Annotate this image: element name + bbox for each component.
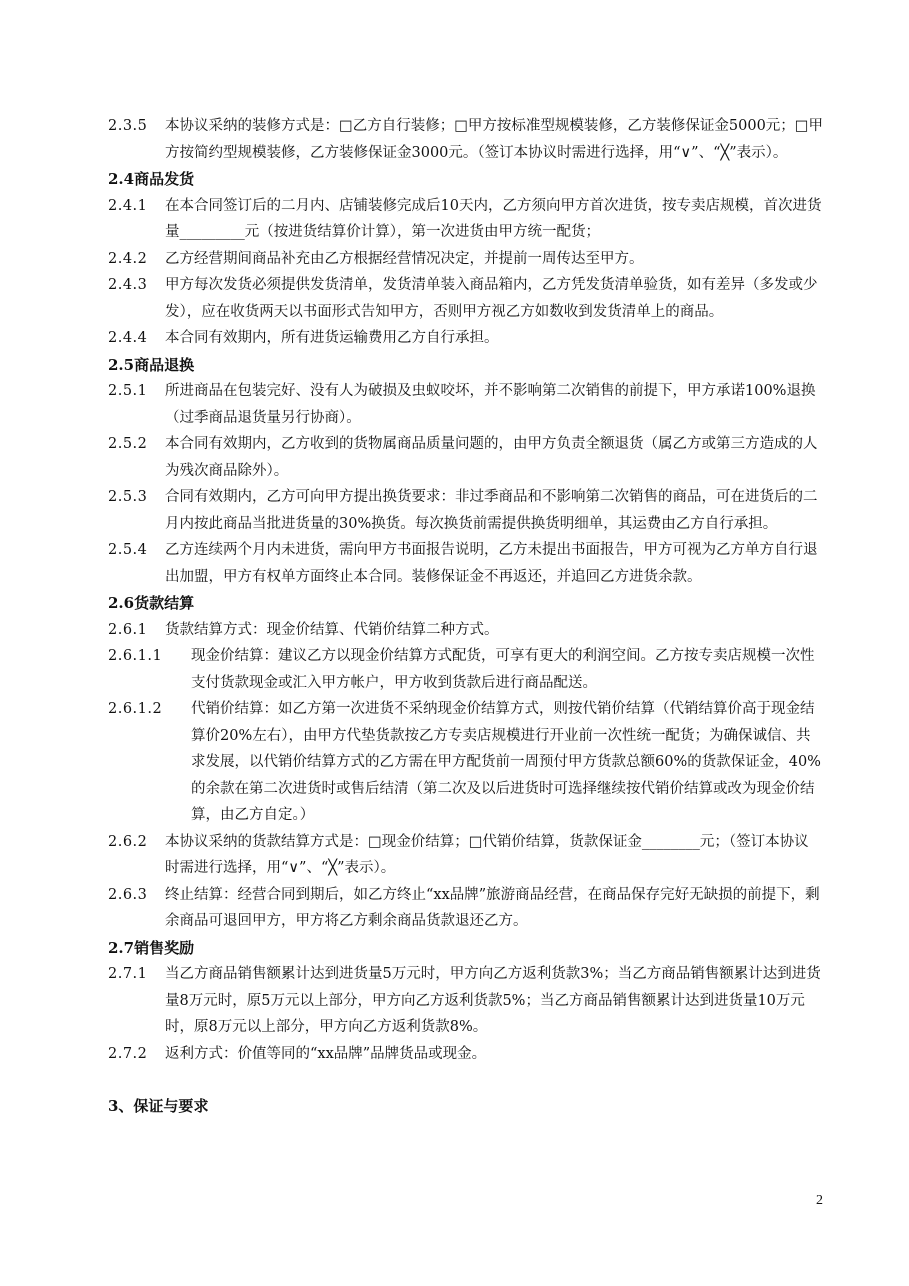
clause-number: 2.7.2 <box>108 1045 148 1062</box>
clause-2-5-2 <box>108 431 823 484</box>
clause-2-7-2 <box>108 1041 823 1068</box>
clause-text: 乙方经营期间商品补充由乙方根据经营情况决定，并提前一周传达至甲方。 <box>165 250 644 267</box>
clause-number: 2.4.4 <box>108 330 148 346</box>
blank-line <box>108 1067 823 1093</box>
clause-text: 返利方式：价值等同的“xx品牌”品牌货品或现金。 <box>165 1045 487 1062</box>
clause-2-4-4 <box>108 325 823 352</box>
clause-number: 2.6.1.2 <box>108 701 163 717</box>
clause-text: 现金价结算：建议乙方以现金价结算方式配货，可享有更大的利润空间。乙方按专卖店规模一次性支付货款现金或汇入甲方帐户，甲方收到货款后进行商品配送。 <box>191 648 815 691</box>
clause-number: 2.6.3 <box>108 886 148 903</box>
clause-2-6-1-2 <box>108 696 823 829</box>
clause-text: 当乙方商品销售额累计达到进货量5万元时，甲方向乙方返利货款3%；当乙方商品销售额累计达到进货量8万元时，原5万元以上部分，甲方向乙方返利货款5%；当乙方商品销售额累计达到进货量10万元时，原8万元以上部分，甲方向乙方返利货款8%。 <box>165 966 821 1035</box>
clause-2-7-1 <box>108 961 823 1041</box>
clause-2-6-3 <box>108 882 823 935</box>
clause-2-6-1 <box>108 617 823 644</box>
clause-number: 2.5.1 <box>108 383 148 399</box>
clause-number: 2.5.2 <box>108 436 148 452</box>
clause-number: 2.3.5 <box>108 118 148 134</box>
clause-text: 本合同有效期内，所有进货运输费用乙方自行承担。 <box>165 330 499 346</box>
clause-text: 终止结算：经营合同到期后，如乙方终止“xx品牌”旅游商品经营，在商品保存完好无缺损的前提下，剩余商品可退回甲方，甲方将乙方剩余商品货款退还乙方。 <box>165 886 820 929</box>
section-heading-2-4: 2.4商品发货 <box>108 170 195 188</box>
section-heading-2-7: 2.7销售奖励 <box>108 938 195 957</box>
clause-text: 甲方每次发货必须提供发货清单，发货清单装入商品箱内，乙方凭发货清单验货，如有差异（多发或少发），应在收货两天以书面形式告知甲方，否则甲方视乙方如数收到发货清单上的商品。 <box>165 277 818 320</box>
clause-text: 合同有效期内，乙方可向甲方提出换货要求：非过季商品和不影响第二次销售的商品，可在进货后的二月内按此商品当批进货量的30%换货。每次换货前需提供换货明细单，其运费由乙方自行承担。 <box>165 489 818 532</box>
clause-number: 2.6.1 <box>108 621 148 638</box>
clause-2-4-1 <box>108 193 823 246</box>
clause-number: 2.7.1 <box>108 966 148 982</box>
clause-text: 本协议采纳的货款结算方式是：□现金价结算；□代销价结算，货款保证金________元；（签订本协议时需进行选择，用“∨”、“╳”表示）。 <box>165 833 809 876</box>
clause-2-5-1 <box>108 378 823 431</box>
clause-2-5-3 <box>108 484 823 537</box>
section-heading-2-6: 2.6货款结算 <box>108 594 195 612</box>
clause-number: 2.4.2 <box>108 250 148 267</box>
page-number: 2 <box>816 1193 823 1208</box>
clause-text: 所进商品在包装完好、没有人为破损及虫蚁咬坏，并不影响第二次销售的前提下，甲方承诺100%退换（过季商品退货量另行协商）。 <box>165 383 816 426</box>
clause-2-3-5 <box>108 113 823 166</box>
clause-2-4-3 <box>108 272 823 325</box>
clause-number: 2.6.2 <box>108 833 148 850</box>
clause-number: 2.4.1 <box>108 197 148 214</box>
clause-text: 本合同有效期内，乙方收到的货物属商品质量问题的，由甲方负责全额退货（属乙方或第三方造成的人为残次商品除外）。 <box>165 436 818 479</box>
clause-2-6-1-1 <box>108 643 823 696</box>
clause-2-4-2 <box>108 246 823 273</box>
clause-number: 2.4.3 <box>108 277 148 293</box>
section-heading-2-5: 2.5商品退换 <box>108 355 195 374</box>
clause-number: 2.5.4 <box>108 542 148 558</box>
clause-2-6-2 <box>108 829 823 882</box>
document-body <box>108 113 823 1120</box>
clause-text: 乙方连续两个月内未进货，需向甲方书面报告说明，乙方未提出书面报告，甲方可视为乙方单方自行退出加盟，甲方有权单方面终止本合同。装修保证金不再返还，并追回乙方进货余款。 <box>165 542 818 585</box>
clause-text: 本协议采纳的装修方式是：□乙方自行装修；□甲方按标准型规模装修，乙方装修保证金5000元；□甲方按简约型规模装修，乙方装修保证金3000元。（签订本协议时需进行选择，用“∨”、“╳”表示）。 <box>165 118 823 161</box>
clause-text: 货款结算方式：现金价结算、代销价结算二种方式。 <box>165 621 499 638</box>
clause-text: 在本合同签订后的二月内、店铺装修完成后10天内，乙方须向甲方首次进货，按专卖店规模，首次进货量_________元（按进货结算价计算），第一次进货由甲方统一配货； <box>165 197 822 240</box>
section-title-3: 3、保证与要求 <box>108 1097 209 1115</box>
clause-text: 代销价结算：如乙方第一次进货不采纳现金价结算方式，则按代销价结算（代销结算价高于现金结算价20%左右），由甲方代垫货款按乙方专卖店规模进行开业前一次性统一配货；为确保诚信、共求发展，以代销价结算方式的乙方需在甲方配货前一周预付甲方货款总额60%的货款保证金，40%的余款在第二次进货时或售后结清（第二次及以后进货时可选择继续按代销价结算或改为现金价结算，由乙方自定。） <box>191 701 821 823</box>
clause-number: 2.6.1.1 <box>108 648 163 664</box>
clause-number: 2.5.3 <box>108 489 148 505</box>
clause-2-5-4 <box>108 537 823 590</box>
